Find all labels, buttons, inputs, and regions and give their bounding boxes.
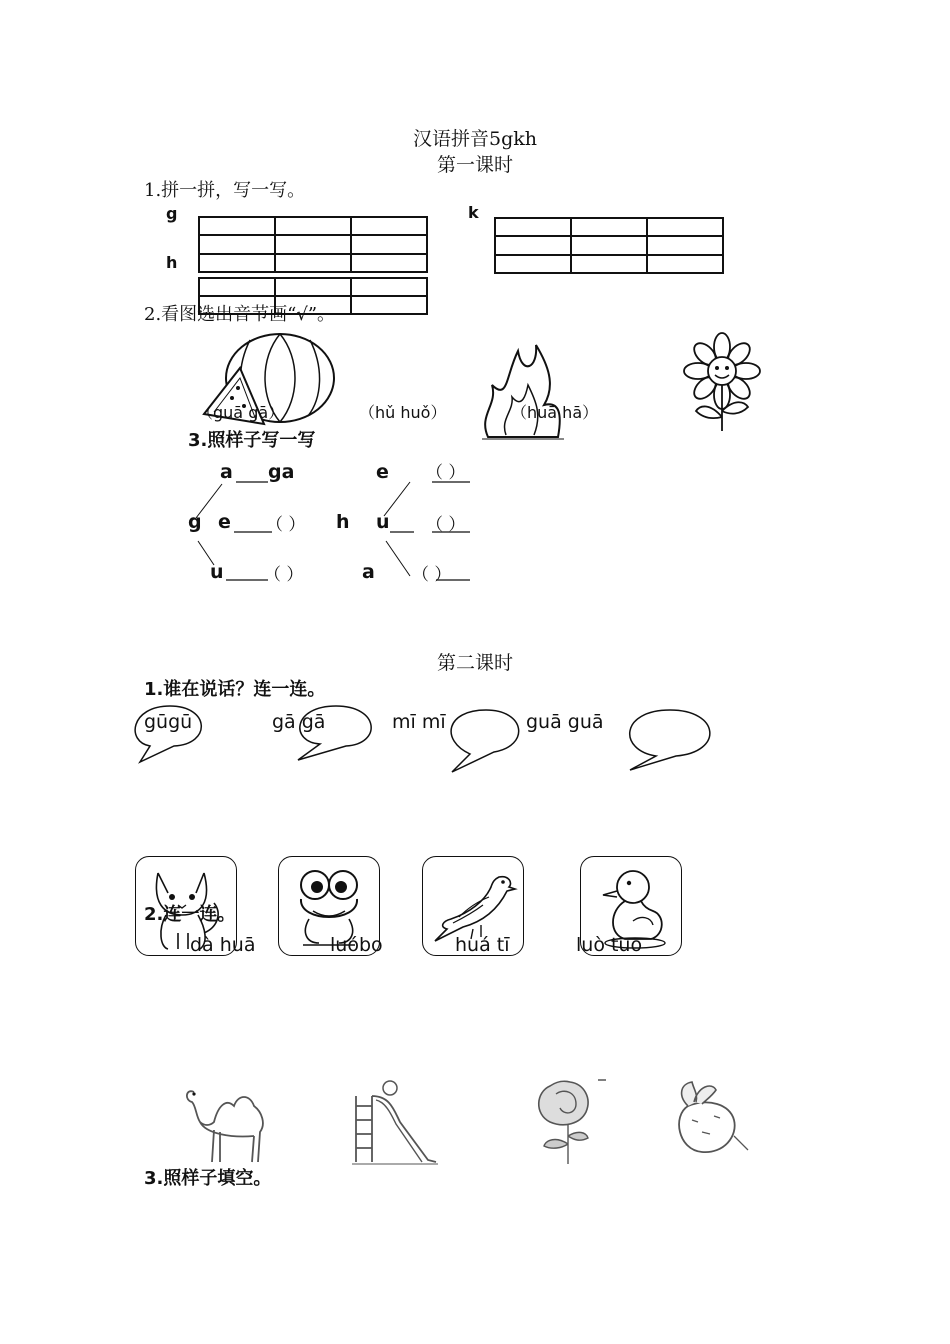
word-luobo[interactable]: luóbo: [330, 934, 383, 956]
q2-option-3[interactable]: （huā hā）: [511, 403, 599, 422]
l2-q1-label: 1.谁在说话？连一连。: [144, 679, 326, 700]
q3-blank-3[interactable]: （ ）: [426, 515, 466, 535]
q3-e2: e: [218, 511, 231, 533]
letter-k: k: [468, 203, 479, 222]
q3-h: h: [336, 511, 350, 533]
q3-blank-4[interactable]: （ ）: [264, 565, 304, 585]
q3-a: a: [220, 461, 233, 483]
letter-g: g: [166, 204, 178, 223]
word-huati[interactable]: huá tī: [455, 934, 510, 956]
q3-label: 3.照样子写一写: [188, 430, 316, 451]
page-title: 汉语拼音5gkh: [412, 128, 537, 150]
q3-e: e: [376, 461, 389, 483]
word-dahua[interactable]: dà huā: [190, 934, 256, 956]
camel-icon[interactable]: [180, 1076, 276, 1166]
lesson-1-title: 第一课时: [436, 154, 513, 176]
sound-mimi[interactable]: mī mī: [392, 711, 446, 733]
q3-ga: ga: [268, 461, 295, 483]
lesson-2-title: 第二课时: [436, 652, 513, 674]
sound-gaga[interactable]: gā gā: [272, 711, 326, 733]
q3-g: g: [188, 511, 202, 533]
q3-u2: u: [210, 561, 224, 583]
slide-icon[interactable]: [350, 1076, 440, 1166]
q3-a2: a: [362, 561, 375, 583]
q3-blank-1[interactable]: （ ）: [426, 463, 466, 483]
q2-label: 2.看图选出音节画“√”。: [144, 304, 336, 325]
rose-icon[interactable]: [522, 1074, 612, 1168]
q3-u: u: [376, 511, 390, 533]
l2-q2-label: 2.连一连。: [144, 904, 236, 925]
sound-guagua[interactable]: guā guā: [526, 711, 604, 733]
q3-blank-5[interactable]: （ ）: [412, 565, 452, 585]
radish-icon[interactable]: [658, 1076, 758, 1166]
word-luotuo[interactable]: luò tuo: [576, 934, 643, 956]
l2-q3-label: 3.照样子填空。: [144, 1168, 272, 1189]
sound-gugu[interactable]: gūgū: [144, 711, 193, 733]
q2-option-1[interactable]: （guā gā）: [197, 403, 285, 422]
q3-blank-2[interactable]: （ ）: [266, 515, 306, 535]
q1-label: 1.拼一拼，写一写。: [144, 180, 306, 201]
q2-option-2[interactable]: （hǔ huǒ）: [359, 403, 447, 422]
letter-h: h: [166, 253, 178, 272]
